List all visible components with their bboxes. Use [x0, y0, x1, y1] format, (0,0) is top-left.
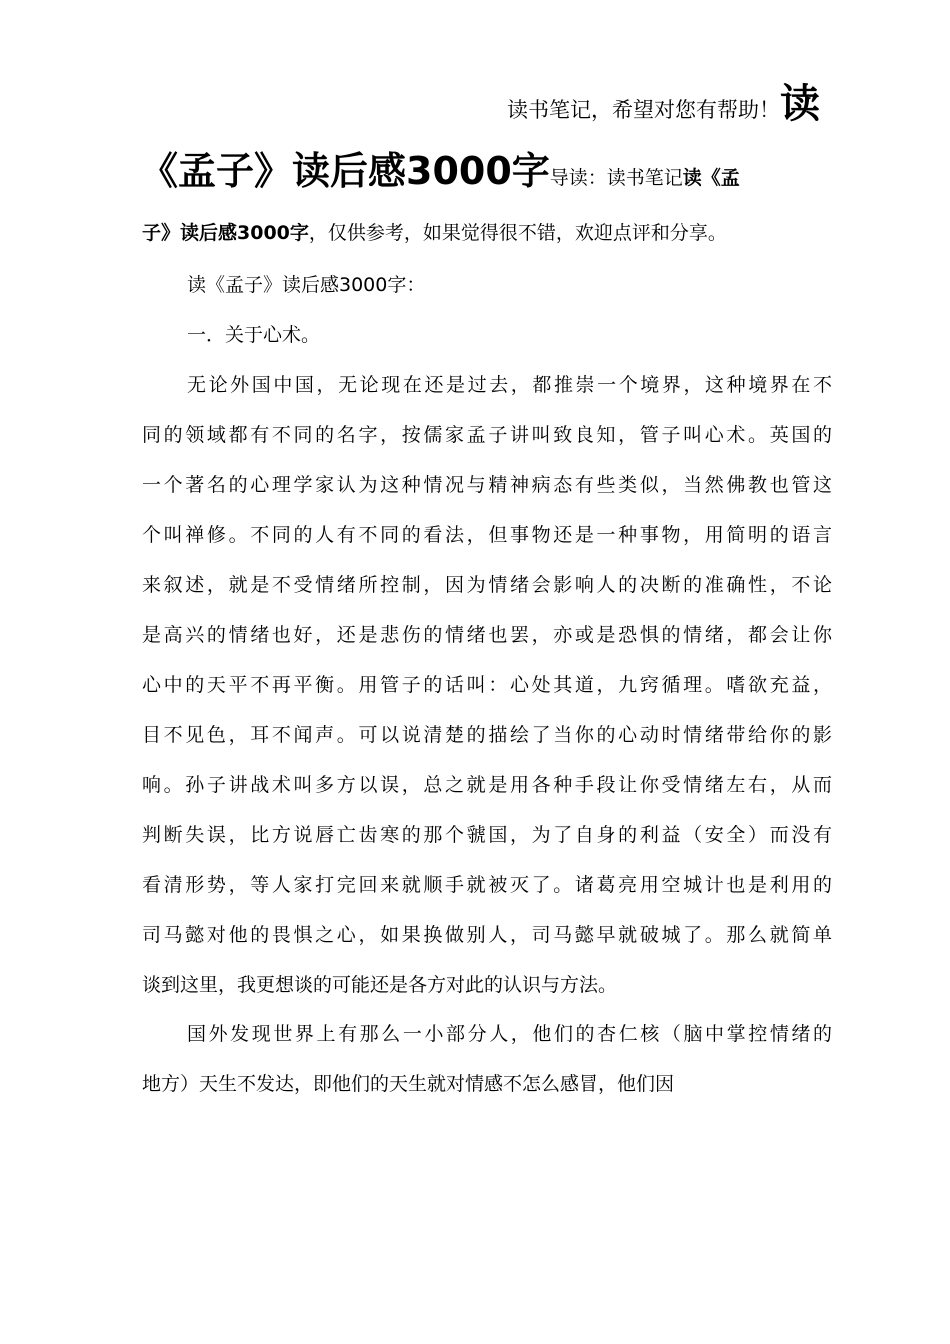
guide-label: 导读：读书笔记 — [549, 167, 683, 189]
paragraph-line: 个叫禅修。不同的人有不同的看法，但事物还是一种事物，用简明的语言 — [142, 524, 832, 546]
paragraph-line: 国外发现世界上有那么一小部分人，他们的杏仁核（脑中掌控情绪的 — [187, 1023, 832, 1045]
paragraph-line: 同的领域都有不同的名字，按儒家孟子讲叫致良知，管子叫心术。英国的 — [142, 424, 832, 446]
title-first-char: 读 — [780, 81, 820, 127]
intro-bold: 子》读后感3000字 — [142, 222, 309, 244]
section-heading: 一．关于心术。 — [187, 324, 321, 346]
subtitle: 读《孟子》读后感3000字： — [187, 274, 426, 296]
header-line — [507, 72, 820, 129]
paragraph-line: 一个著名的心理学家认为这种情况与精神病态有些类似，当然佛教也管这 — [142, 474, 832, 496]
paragraph-line: 心中的天平不再平衡。用管子的话叫：心处其道，九窍循理。嗜欲充益， — [142, 674, 832, 696]
intro-line — [142, 221, 832, 245]
page-title: 《孟子》读后感3000字 — [140, 149, 550, 193]
paragraph-line: 来叙述，就是不受情绪所控制，因为情绪会影响人的决断的准确性，不论 — [142, 574, 832, 596]
guide-bold-start: 读《孟 — [682, 167, 740, 189]
paragraph-line: 司马懿对他的畏惧之心，如果换做别人，司马懿早就破城了。那么就简单 — [142, 924, 832, 946]
paragraph-line: 看清形势，等人家打完回来就顺手就被灭了。诸葛亮用空城计也是利用的 — [142, 874, 832, 896]
paragraph-line: 判断失误，比方说唇亡齿寒的那个虢国，为了自身的利益（安全）而没有 — [142, 824, 832, 846]
header-note: 读书笔记，希望对您有帮助！ — [507, 98, 780, 122]
paragraph-line: 响。孙子讲战术叫多方以误，总之就是用各种手段让你受情绪左右，从而 — [142, 774, 832, 796]
paragraph-line: 是高兴的情绪也好，还是悲伤的情绪也罢，亦或是恐惧的情绪，都会让你 — [142, 624, 832, 646]
intro-rest: ，仅供参考，如果觉得很不错，欢迎点评和分享。 — [308, 222, 727, 244]
paragraph-line: 无论外国中国，无论现在还是过去，都推崇一个境界，这种境界在不 — [187, 374, 832, 396]
title-line — [140, 140, 740, 195]
paragraph-line: 地方）天生不发达，即他们的天生就对情感不怎么感冒，他们因 — [142, 1073, 675, 1095]
paragraph-line: 谈到这里，我更想谈的可能还是各方对此的认识与方法。 — [142, 974, 618, 996]
paragraph-line: 目不见色，耳不闻声。可以说清楚的描绘了当你的心动时情绪带给你的影 — [142, 724, 832, 746]
